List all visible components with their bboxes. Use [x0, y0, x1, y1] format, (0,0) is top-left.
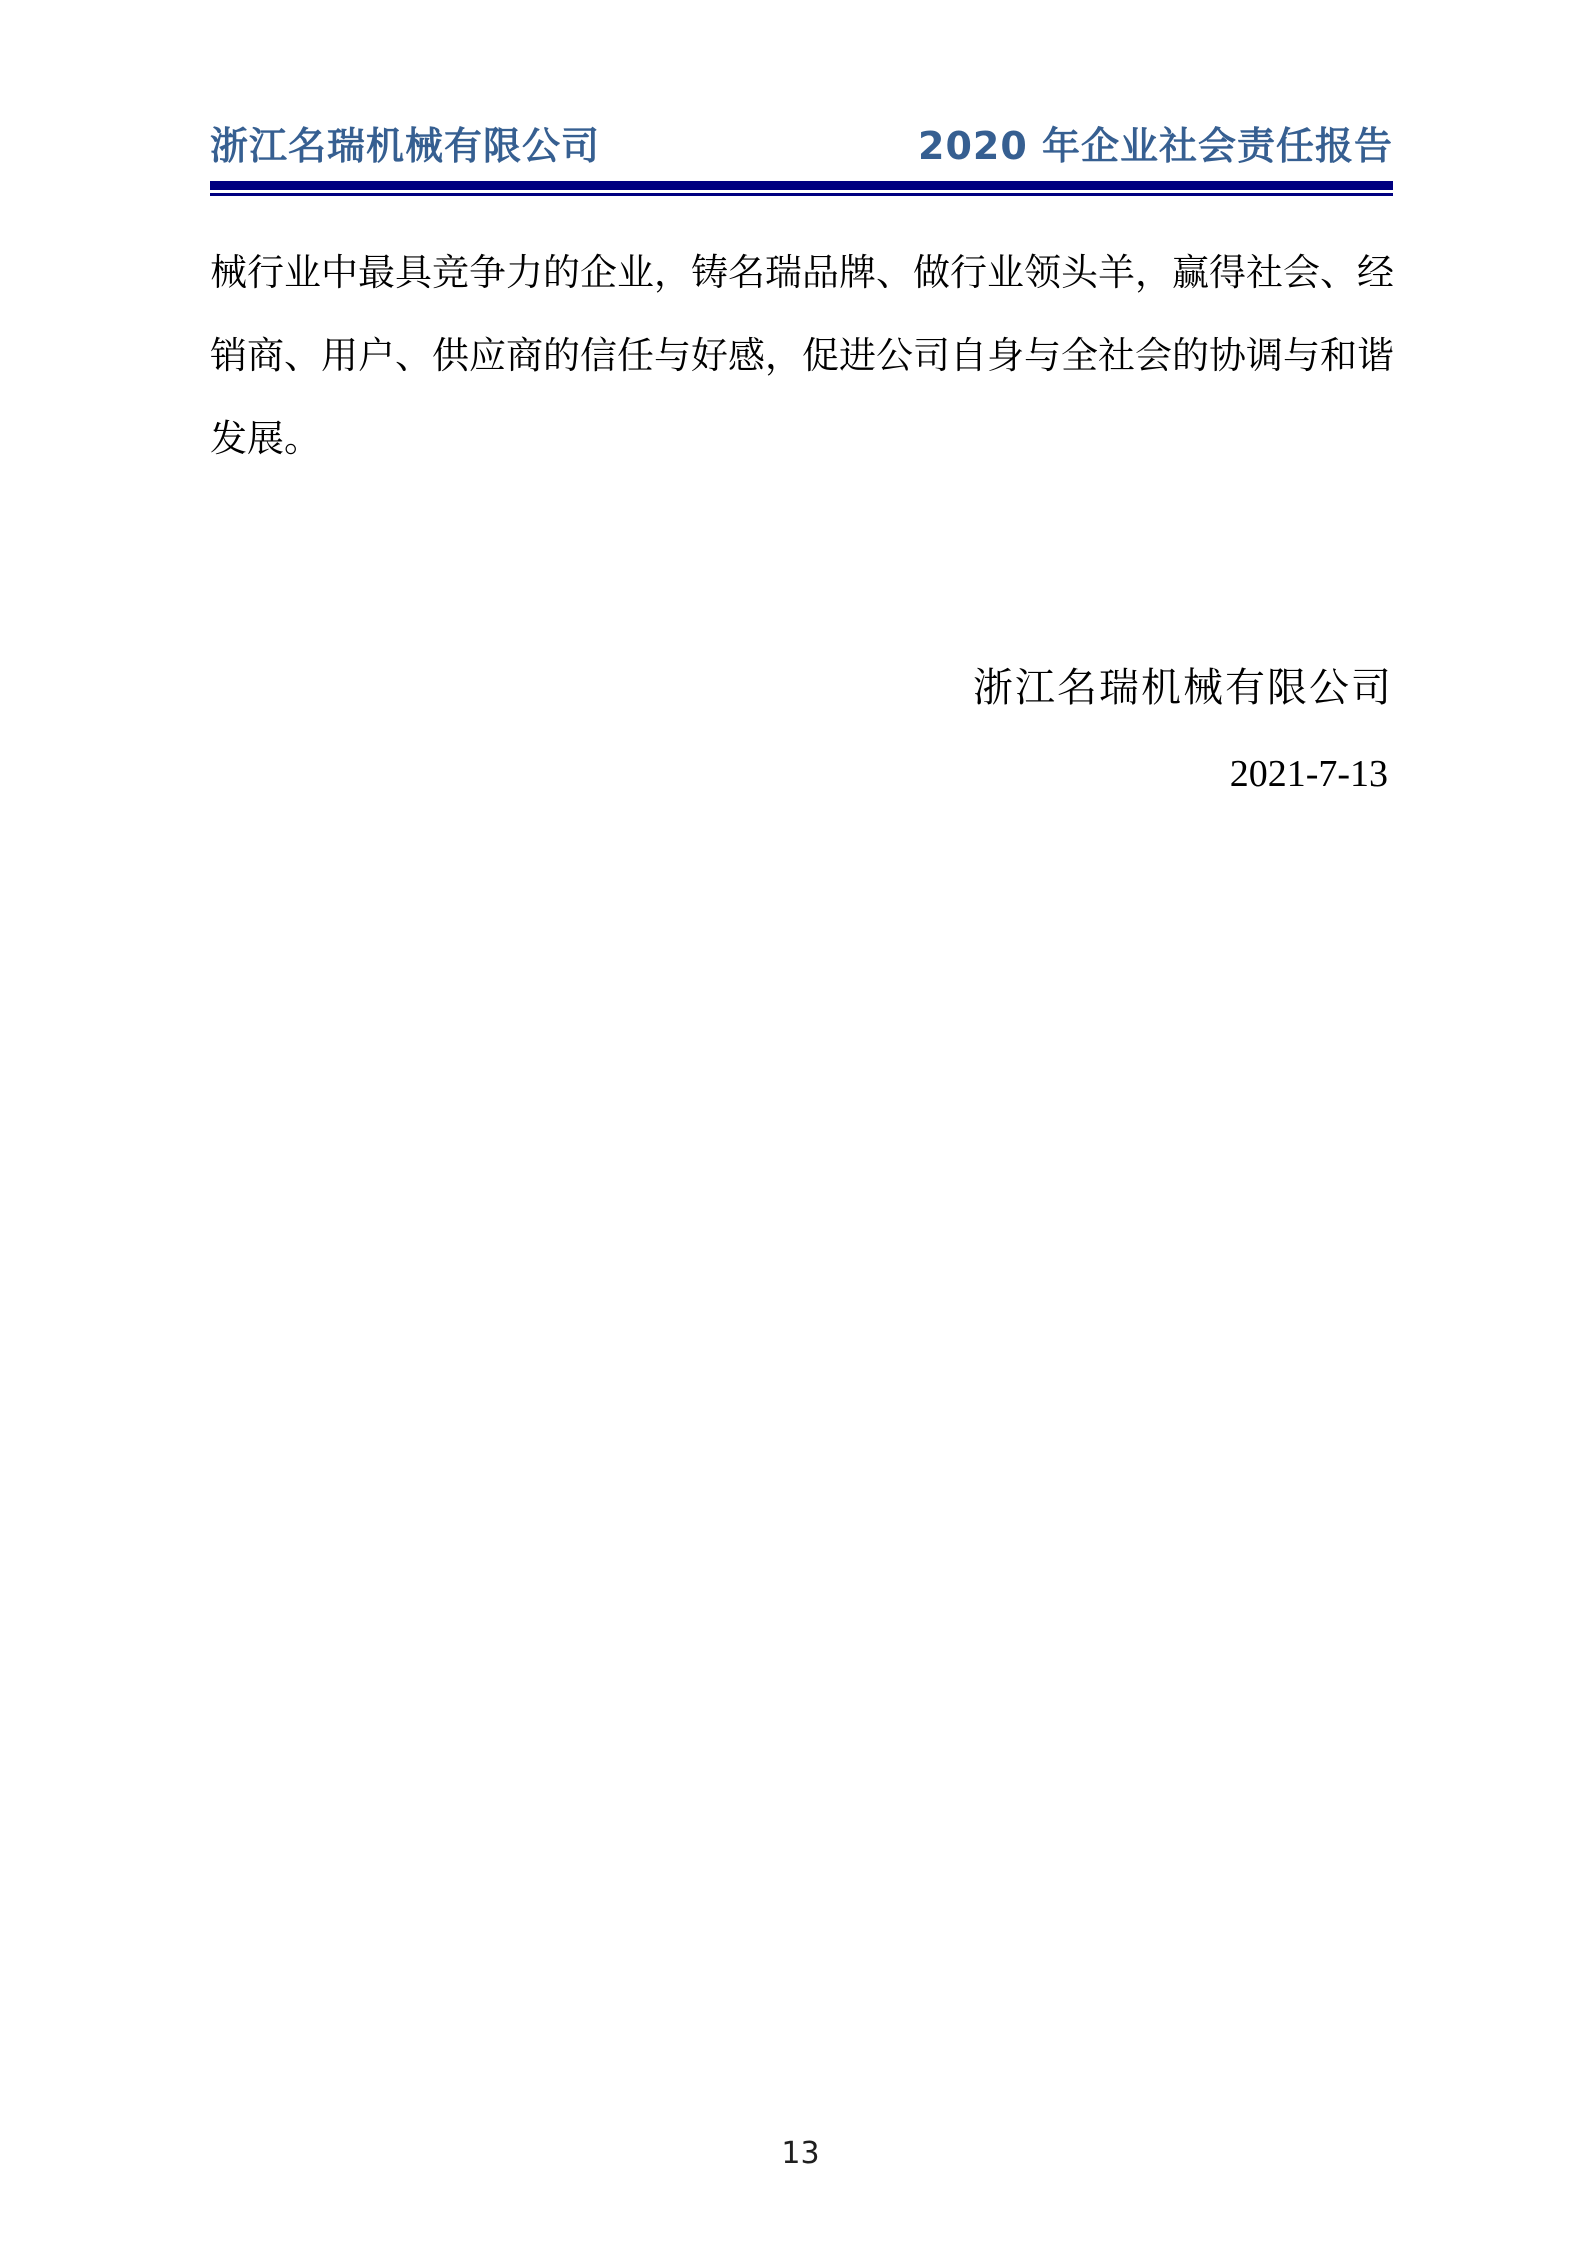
header-company-title: 浙江名瑞机械有限公司	[210, 124, 601, 168]
page-number: 13	[781, 2136, 820, 2171]
body-paragraph	[210, 232, 1394, 481]
paragraph-line-2: 销商、用户、供应商的信任与好感，促进公司自身与全社会的协调与和谐	[210, 336, 1394, 377]
paragraph-line-1: 械行业中最具竞争力的企业，铸名瑞品牌、做行业领头羊，赢得社会、经	[210, 253, 1394, 294]
header-rule-thin	[210, 193, 1393, 196]
header-rule-thick	[210, 181, 1393, 190]
header-report-title: 2020 年企业社会责任报告	[918, 124, 1393, 168]
signature-company-name: 浙江名瑞机械有限公司	[973, 665, 1393, 710]
paragraph-line-3: 发展。	[210, 419, 321, 460]
signature-date: 2021-7-13	[1229, 753, 1388, 795]
